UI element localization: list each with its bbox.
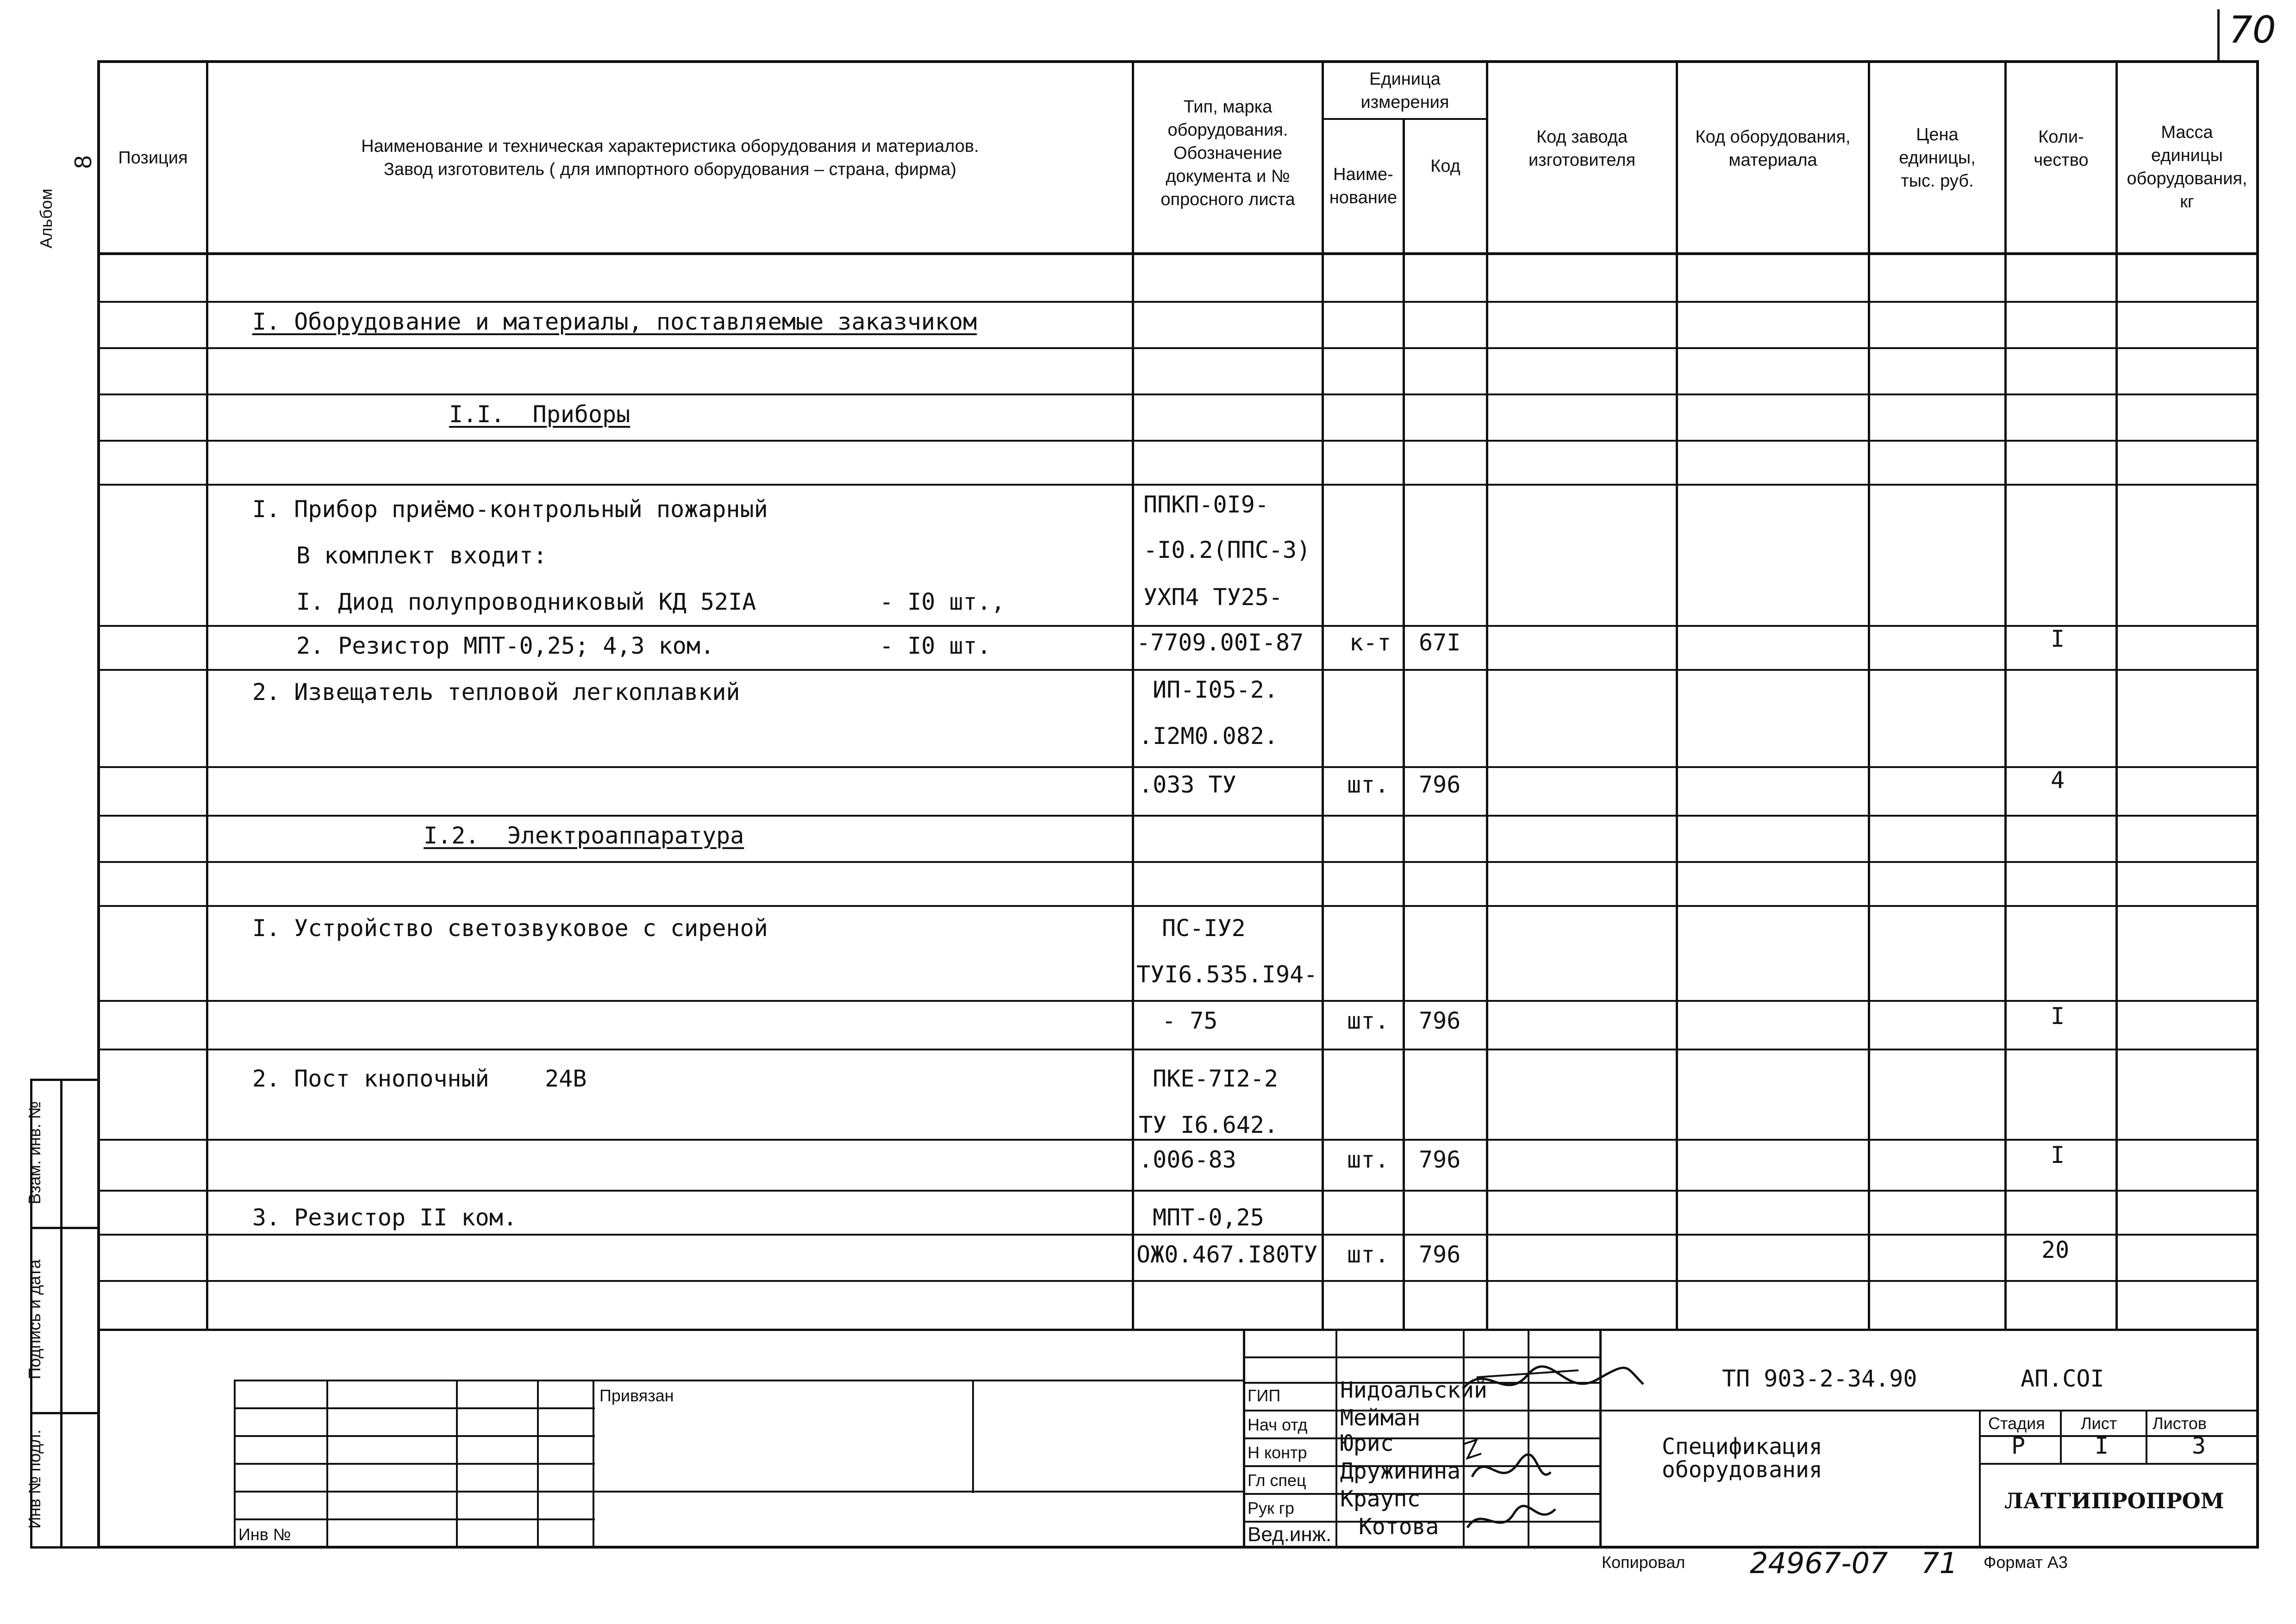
row-type: .006-83 [1139,1146,1236,1173]
row-count: - I0 шт. [880,632,991,659]
row-count: - I0 шт., [880,588,1005,615]
header-plant-code: Код завода изготовителя [1528,127,1636,170]
row-name: I. Прибор приёмо-контрольный пожарный [252,496,768,523]
header-quantity: Коли- чество [2034,127,2089,170]
row-name: I. Устройство светозвуковое с сиреной [252,915,768,942]
row-code: 796 [1419,1007,1461,1034]
row-type: ИП-I05-2. [1153,676,1278,703]
page-number: 71 [1921,1546,1958,1580]
header-position: Позиция [118,148,188,168]
person-ved-inzh: Котова [1359,1514,1439,1540]
stage-value: Р [2011,1432,2026,1459]
row-code: 796 [1419,1241,1461,1268]
row-qty: I [2051,1142,2065,1168]
header-type: Тип, марка оборудования. Обозначение документа и № опросного листа [1160,97,1295,209]
org-name: ЛАТГИПРОПРОМ [2004,1488,2224,1513]
role-ruk-gr: Рук гр [1248,1499,1294,1518]
person-gl-spec: Дружинина [1340,1458,1461,1484]
row-type: .033 ТУ [1139,771,1236,798]
stage-label: Стадия [1988,1414,2045,1433]
person-nach-otd: Мейман [1340,1405,1421,1431]
row-code: 796 [1419,1146,1461,1173]
sheet-value: I [2095,1432,2109,1459]
privyazan-label: Привязан [599,1386,674,1405]
header-equipment-code: Код оборудования, материала [1695,127,1851,170]
inv-podl-label: Инв № подл. [25,1429,44,1529]
row-name: I. Диод полупроводниковый КД 52IА [296,588,756,615]
row-qty: I [2051,1003,2065,1030]
role-n-kontr: Н контр [1248,1443,1307,1462]
doc-title: Спецификация оборудования [1662,1434,1822,1483]
header-mass: Масса единицы оборудования, кг [2127,122,2247,212]
row-code: 796 [1419,771,1461,798]
row-name: 2. Резистор МПТ-0,25; 4,3 ком. [296,632,715,659]
header-name: Наименование и техническая характеристика оборудования и материалов. Завод изготовитель ( для импортного оборудования – страна, фирма) [361,136,979,179]
row-type: ППКП-0I9- [1143,491,1269,518]
row-name: 3. Резистор II ком. [252,1204,517,1231]
inv-no-label: Инв № [238,1525,291,1544]
album-number: 8 [70,155,97,169]
person-ruk-gr: Краупс [1340,1486,1421,1512]
row-type: ТУI6.535.I94- [1136,961,1318,988]
sheets-value: 3 [2192,1432,2206,1459]
subsection-title: I.2. Электроаппаратура [424,822,744,849]
row-name: В комплект входит: [296,542,547,569]
row-type: - 75 [1162,1007,1218,1034]
row-unit: шт. [1347,1146,1389,1173]
row-unit: шт. [1347,771,1389,798]
inv-zam-label: Взам. инв. № [25,1101,44,1205]
person-n-kontr: Юрис [1340,1430,1394,1456]
row-unit: шт. [1347,1241,1389,1268]
header-unit-name: Наиме- нование [1329,165,1398,207]
album-label: Альбом [37,188,56,249]
row-code: 67I [1419,629,1461,656]
format-label: Формат А3 [1984,1553,2068,1572]
row-type: МПТ-0,25 [1153,1204,1264,1231]
sheet-number: 70 [2229,8,2276,51]
row-unit: к-т [1349,629,1391,656]
row-type: -7709.00I-87 [1136,629,1304,656]
role-nach-otd: Нач отд [1248,1415,1308,1434]
row-type: ПКЕ-7I2-2 [1153,1065,1278,1092]
role-ved-inzh: Вед.инж. [1248,1523,1332,1546]
subsection-title: I.I. Приборы [449,401,630,428]
row-type: УХП4 ТУ25- [1143,584,1283,611]
sign-date-label: Подпись и дата [25,1259,44,1380]
sheet-label: Лист [2081,1414,2117,1433]
header-price: Цена единицы, тыс. руб. [1899,125,1976,191]
section-title: I. Оборудование и материалы, поставляемые заказчиком [252,308,977,335]
doc-number: 24967-07 [1750,1546,1888,1580]
sheet-code: АП.СОI [2021,1365,2104,1392]
row-qty: 20 [2041,1237,2070,1263]
role-gip: ГИП [1248,1386,1281,1405]
row-type: ОЖ0.467.I80ТУ [1136,1241,1318,1268]
header-unit-code: Код [1430,156,1460,176]
row-type: -I0.2(ППС-3) [1143,537,1311,563]
row-type: ТУ I6.642. [1139,1112,1279,1138]
row-unit: шт. [1347,1007,1389,1034]
row-name: 2. Пост кнопочный 24В [252,1065,587,1092]
copied-label: Копировал [1602,1553,1685,1572]
sheets-label: Листов [2152,1414,2207,1433]
row-type: ПС-IУ2 [1162,915,1246,942]
header-unit-group: Единица измерения [1360,69,1449,112]
person-gip: Нидоальский [1340,1377,1487,1403]
row-type: .I2М0.082. [1139,723,1279,750]
role-gl-spec: Гл спец [1248,1471,1306,1490]
signatures [1458,1333,1653,1546]
project-code: ТП 903-2-34.90 [1722,1365,1917,1392]
row-qty: 4 [2051,767,2065,793]
row-name: 2. Извещатель тепловой легкоплавкий [252,679,740,706]
row-qty: I [2051,625,2065,652]
